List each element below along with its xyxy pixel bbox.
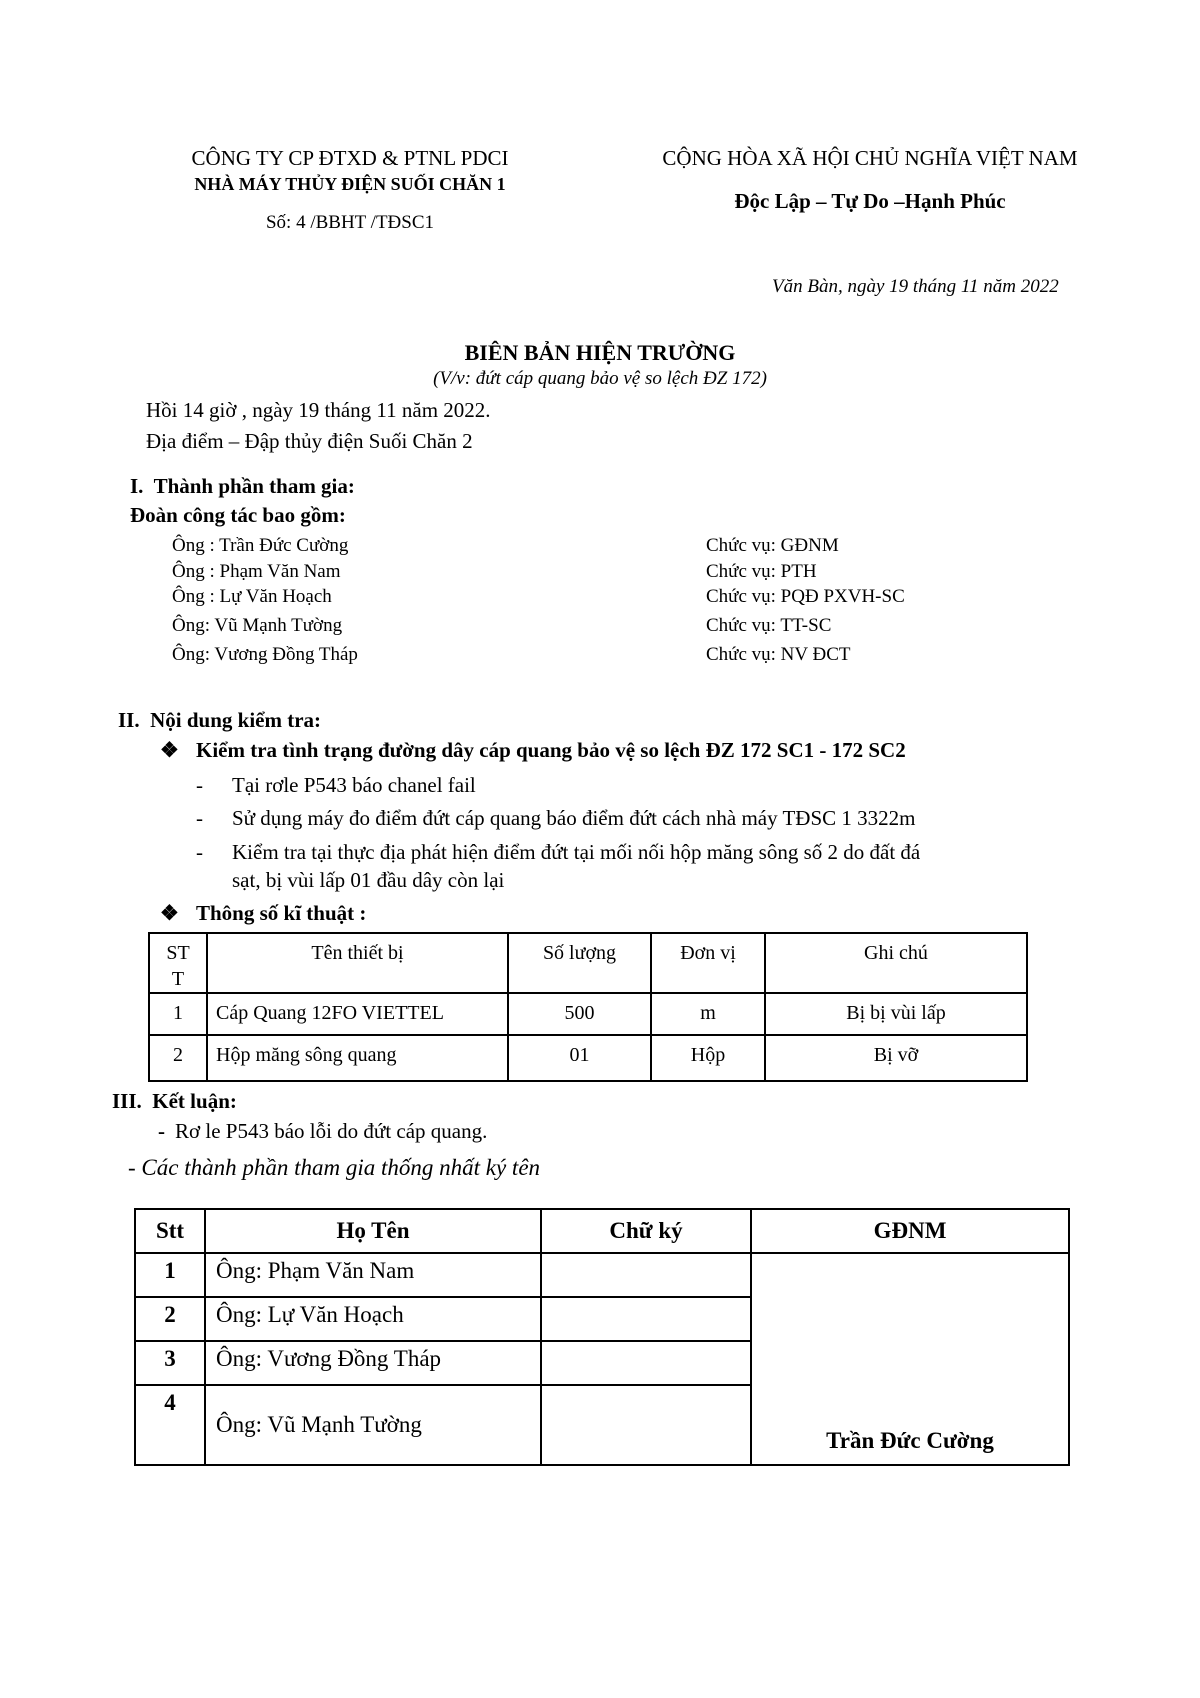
member-role: Chức vụ: GĐNM — [706, 535, 839, 556]
member-name: Ông: Vũ Mạnh Tường — [172, 615, 343, 636]
table-cell: 01 — [508, 1035, 651, 1081]
document-subtitle: (V/v: đứt cáp quang bảo vệ so lệch ĐZ 172) — [433, 368, 767, 389]
table-row — [149, 993, 1027, 1035]
location-line: Địa điểm – Đập thủy điện Suối Chăn 2 — [146, 429, 473, 453]
header-cell: ST T — [149, 933, 207, 993]
dash-bullet: - — [196, 773, 203, 797]
spec-table — [148, 932, 1028, 1082]
diamond-bullet-icon: ❖ — [160, 738, 179, 762]
table-row — [149, 1035, 1027, 1081]
member-name: Ông: Vương Đồng Tháp — [172, 644, 358, 665]
director-signature-cell[interactable] — [751, 1253, 1069, 1465]
member-role: Chức vụ: TT-SC — [706, 615, 832, 636]
header-cell: Đơn vị — [651, 933, 765, 993]
table-cell: m — [651, 993, 765, 1035]
table-row — [135, 1253, 1069, 1297]
section-1-number: I. — [130, 474, 144, 498]
member-name-cell: Ông: Lự Văn Hoạch — [205, 1297, 541, 1341]
table-cell: 500 — [508, 993, 651, 1035]
signature-cell[interactable] — [541, 1253, 751, 1297]
table-cell: Hộp — [651, 1035, 765, 1081]
table-cell: Cáp Quang 12FO VIETTEL — [207, 993, 508, 1035]
header-cell: GĐNM — [751, 1209, 1069, 1253]
signing-note: - Các thành phần tham gia thống nhất ký tên — [128, 1155, 541, 1180]
check-heading — [160, 738, 906, 763]
member-name: Ông : Trần Đức Cường — [172, 535, 349, 556]
date-place: Văn Bàn, ngày 19 tháng 11 năm 2022 — [772, 276, 1059, 297]
member-name: Ông : Lự Văn Hoạch — [172, 586, 332, 607]
row-number: 1 — [135, 1253, 205, 1297]
diamond-bullet-icon: ❖ — [160, 901, 179, 925]
member-role: Chức vụ: PTH — [706, 561, 817, 582]
dash-bullet: - — [196, 840, 203, 864]
time-line: Hồi 14 giờ , ngày 19 tháng 11 năm 2022. — [146, 398, 491, 422]
section-1-title: Thành phần tham gia: — [153, 474, 355, 498]
signature-cell[interactable] — [541, 1385, 751, 1465]
section-2-heading — [118, 708, 321, 733]
member-name-cell: Ông: Phạm Văn Nam — [205, 1253, 541, 1297]
spec-title: Thông số kĩ thuật : — [196, 901, 367, 925]
check-item: Kiểm tra tại thực địa phát hiện điểm đứt tại mối nối hộp măng sông số 2 do đất đá — [232, 840, 921, 864]
row-number: 4 — [135, 1385, 205, 1465]
table-cell: 1 — [149, 993, 207, 1035]
member-name-cell: Ông: Vũ Mạnh Tường — [205, 1385, 541, 1465]
header-cell: Tên thiết bị — [207, 933, 508, 993]
section-2-title: Nội dung kiểm tra: — [150, 708, 322, 732]
company-name: CÔNG TY CP ĐTXD & PTNL PDCI — [191, 146, 509, 170]
table-cell: 2 — [149, 1035, 207, 1081]
dash-bullet: - — [158, 1119, 165, 1143]
check-item-continued: sạt, bị vùi lấp 01 đầu dây còn lại — [232, 868, 505, 892]
header-cell: Chữ ký — [541, 1209, 751, 1253]
member-role: Chức vụ: NV ĐCT — [706, 644, 851, 665]
signature-table — [134, 1208, 1070, 1466]
header-cell: Stt — [135, 1209, 205, 1253]
director-name: Trần Đức Cường — [826, 1428, 994, 1453]
national-motto: Độc Lập – Tự Do –Hạnh Phúc — [734, 189, 1006, 213]
document-title: BIÊN BẢN HIỆN TRƯỜNG — [464, 340, 736, 365]
spec-table-header — [149, 933, 1027, 993]
member-name-cell: Ông: Vương Đồng Tháp — [205, 1341, 541, 1385]
group-title: Đoàn công tác bao gồm: — [130, 503, 346, 527]
section-2-number: II. — [118, 708, 140, 732]
spec-heading — [160, 901, 366, 926]
document-number: Số: 4 /BBHT /TĐSC1 — [265, 212, 435, 233]
check-title: Kiểm tra tình trạng đường dây cáp quang bảo vệ so lệch ĐZ 172 SC1 - 172 SC2 — [196, 738, 906, 762]
table-cell: Bị bị vùi lấp — [765, 993, 1027, 1035]
plant-name: NHÀ MÁY THỦY ĐIỆN SUỐI CHĂN 1 — [194, 174, 506, 194]
dash-bullet: - — [196, 806, 203, 830]
header-cell: Ghi chú — [765, 933, 1027, 993]
member-name: Ông : Phạm Văn Nam — [172, 561, 341, 582]
row-number: 3 — [135, 1341, 205, 1385]
section-3-number: III. — [112, 1089, 142, 1113]
check-item: Tại rơle P543 báo chanel fail — [232, 773, 476, 797]
header-cell: Số lượng — [508, 933, 651, 993]
signature-table-header — [135, 1209, 1069, 1253]
signature-cell[interactable] — [541, 1297, 751, 1341]
table-cell: Hộp măng sông quang — [207, 1035, 508, 1081]
row-number: 2 — [135, 1297, 205, 1341]
header-cell: Họ Tên — [205, 1209, 541, 1253]
section-3-title: Kết luận: — [152, 1089, 237, 1113]
member-role: Chức vụ: PQĐ PXVH-SC — [706, 586, 905, 607]
section-3-heading — [112, 1089, 237, 1114]
country-name: CỘNG HÒA XÃ HỘI CHỦ NGHĨA VIỆT NAM — [662, 146, 1078, 170]
check-item: Sử dụng máy đo điểm đứt cáp quang báo điểm đứt cách nhà máy TĐSC 1 3322m — [232, 806, 916, 830]
conclusion-item: Rơ le P543 báo lỗi do đứt cáp quang. — [175, 1119, 488, 1143]
section-1-heading — [130, 474, 355, 499]
signature-cell[interactable] — [541, 1341, 751, 1385]
table-cell: Bị vỡ — [765, 1035, 1027, 1081]
